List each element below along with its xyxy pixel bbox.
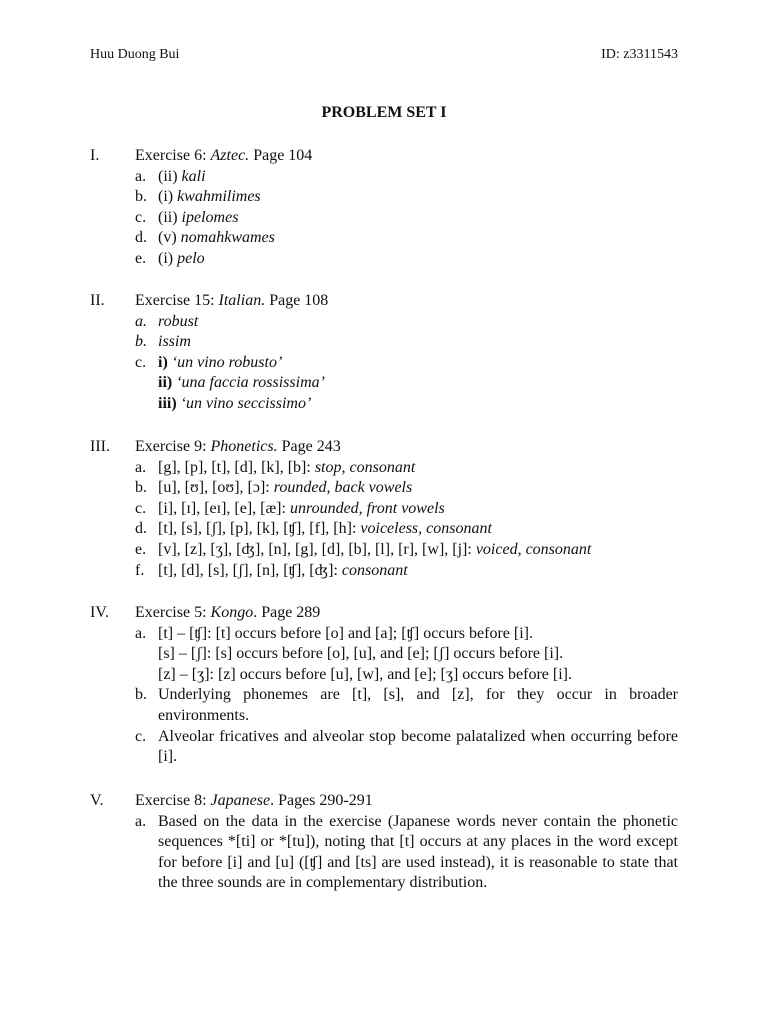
section-topic: Phonetics. <box>210 438 278 455</box>
list-item: b. issim <box>135 333 191 351</box>
section-numeral: I. <box>90 147 100 164</box>
list-item: e. (i) pelo <box>135 249 205 267</box>
section-heading: I. Exercise 6: Aztec. Page 104 <box>90 146 678 167</box>
list-item: c. i) ‘un vino robusto’ ii) ‘una faccia rossissima’ iii) ‘un vino seccissimo’ <box>90 353 678 415</box>
section-heading: II. Exercise 15: Italian. Page 108 <box>90 291 678 312</box>
author-name: Huu Duong Bui <box>90 47 180 62</box>
section-heading: IV. Exercise 5: Kongo. Page 289 <box>90 603 678 624</box>
list-item: b. (i) kwahmilimes <box>135 188 261 206</box>
list-item: d. (v) nomahkwames <box>135 229 275 247</box>
list-item: f. [t], [d], [s], [ʃ], [n], [ʧ], [ʤ]: consonant <box>135 561 408 579</box>
section-heading: III. Exercise 9: Phonetics. Page 243 <box>90 437 678 458</box>
distribution-line: [z] – [ʒ]: [z] occurs before [u], [w], and [e]; [ʒ] occurs before [i]. <box>158 665 572 683</box>
section-2 <box>90 291 678 415</box>
distribution-line: [s] – [ʃ]: [s] occurs before [o], [u], and [e]; [ʃ] occurs before [i]. <box>158 645 564 663</box>
list-item: a. [t] – [ʧ]: [t] occurs before [o] and [a]; [ʧ] occurs before [i]. [s] – [ʃ]: [s] occurs before [o], [u], and [e]; [ʃ] occurs before [i]. [z] – [ʒ]: [z] occurs before [u], [w], and [e]; [ʒ] occurs before [i]. <box>90 624 678 686</box>
list-item: a. Based on the data in the exercise (Japanese words never contain the phonetic sequences *[ti] or *[tu]), noting that [t] occurs at any places in the word except for before [i] and [u] ([ʧ] and [ts] are used instead), it is reasonable to state that the three sounds are in complementary distribution. <box>135 812 678 892</box>
section-numeral: II. <box>90 292 105 309</box>
section-numeral: V. <box>90 792 104 809</box>
section-topic: Japanese <box>210 792 271 809</box>
sub-item: ii) ‘una faccia rossissima’ <box>158 374 325 392</box>
section-topic: Kongo <box>210 604 254 621</box>
list-item: c. Alveolar fricatives and alveolar stop become palatalized when occurring before [i]. <box>135 727 678 766</box>
section-1 <box>90 146 678 270</box>
list-item: a. (ii) kali <box>135 167 206 185</box>
section-3 <box>90 437 678 581</box>
list-item: a. robust <box>135 312 199 330</box>
list-item: c. (ii) ipelomes <box>135 208 239 226</box>
section-topic: Italian. <box>218 292 266 309</box>
list-item: a. [g], [p], [t], [d], [k], [b]: stop, consonant <box>135 458 416 476</box>
section-numeral: IV. <box>90 604 109 621</box>
page-title: PROBLEM SET I <box>321 104 447 121</box>
sub-item: iii) ‘un vino seccissimo’ <box>158 394 312 412</box>
sub-item: i) ‘un vino robusto’ <box>158 353 283 371</box>
section-5 <box>90 791 678 894</box>
student-id: ID: z3311543 <box>601 47 678 62</box>
distribution-line: [t] – [ʧ]: [t] occurs before [o] and [a]; [ʧ] occurs before [i]. <box>158 624 533 642</box>
list-item: c. [i], [ɪ], [eɪ], [e], [æ]: unrounded, front vowels <box>135 499 445 517</box>
section-heading: V. Exercise 8: Japanese. Pages 290-291 <box>90 791 678 812</box>
list-item: b. [u], [ʊ], [oʊ], [ɔ]: rounded, back vowels <box>135 479 413 497</box>
list-item: d. [t], [s], [ʃ], [p], [k], [ʧ], [f], [h]: voiceless, consonant <box>135 520 492 538</box>
section-topic: Aztec. <box>210 147 250 164</box>
section-4 <box>90 603 678 768</box>
list-item: e. [v], [z], [ʒ], [ʤ], [n], [g], [d], [b], [l], [r], [w], [j]: voiced, consonant <box>135 540 592 558</box>
list-item: b. Underlying phonemes are [t], [s], and [z], for they occur in broader environments. <box>135 686 678 724</box>
section-numeral: III. <box>90 438 110 455</box>
